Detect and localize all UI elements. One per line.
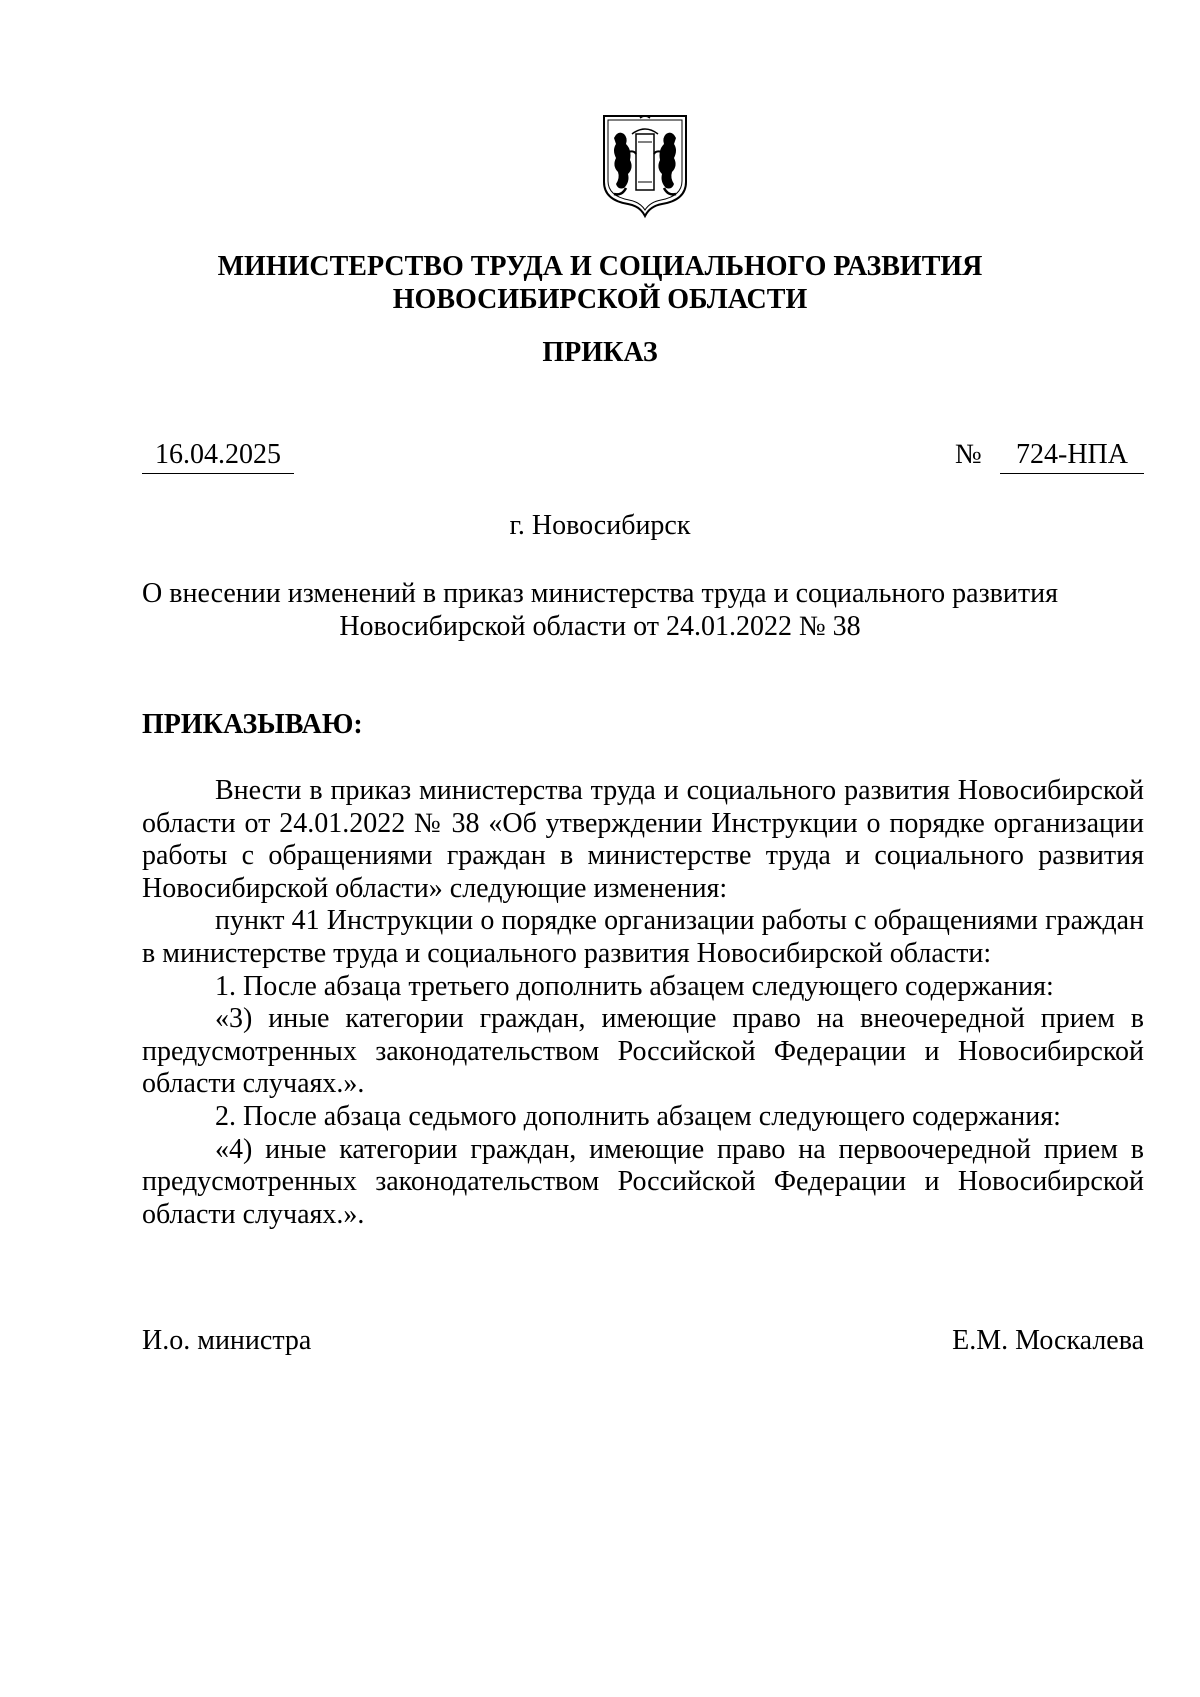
document-number: 724-НПА xyxy=(1000,439,1144,474)
body-paragraph: «3) иные категории граждан, имеющие право на внеочередной прием в предусмотренных законодательством Российской Федерации и Новосибирской области случаях.». xyxy=(142,1003,1144,1100)
body-paragraph: «4) иные категории граждан, имеющие право на первоочередной прием в предусмотренных законодательством Российской Федерации и Новосибирской области случаях.». xyxy=(142,1133,1144,1230)
document-date: 16.04.2025 xyxy=(142,439,294,474)
ministry-name-line-1: МИНИСТЕРСТВО ТРУДА И СОЦИАЛЬНОГО РАЗВИТИЯ xyxy=(217,251,983,282)
document-type-title: ПРИКАЗ xyxy=(542,337,658,368)
subject-line-1: О внесении изменений в приказ министерства труда и социального развития xyxy=(142,578,1058,609)
signatory-title: И.о. министра xyxy=(142,1325,312,1356)
novosibirsk-coat-of-arms-icon xyxy=(600,112,690,220)
body-paragraph: пункт 41 Инструкции о порядке организации работы с обращениями граждан в министерстве труда и социального развития Новосибирской области: xyxy=(142,905,1144,969)
signatory-name: Е.М. Москалева xyxy=(952,1325,1144,1356)
order-body xyxy=(142,775,1144,1231)
body-paragraph: Внести в приказ министерства труда и социального развития Новосибирской области от 24.01.2022 № 38 «Об утверждении Инструкции о порядке организации работы с обращениями граждан в министерстве труда и социального развития Новосибирской области» следующие изменения: xyxy=(142,775,1144,904)
subject-line-2: Новосибирской области от 24.01.2022 № 38 xyxy=(339,611,861,642)
body-paragraph: 1. После абзаца третьего дополнить абзацем следующего содержания: xyxy=(215,970,1054,1002)
ministry-name-line-2: НОВОСИБИРСКОЙ ОБЛАСТИ xyxy=(392,284,808,315)
order-directive-heading: ПРИКАЗЫВАЮ: xyxy=(142,709,363,740)
number-sign: № xyxy=(955,439,982,470)
body-paragraph: 2. После абзаца седьмого дополнить абзацем следующего содержания: xyxy=(215,1100,1061,1132)
city-line: г. Новосибирск xyxy=(509,510,691,541)
